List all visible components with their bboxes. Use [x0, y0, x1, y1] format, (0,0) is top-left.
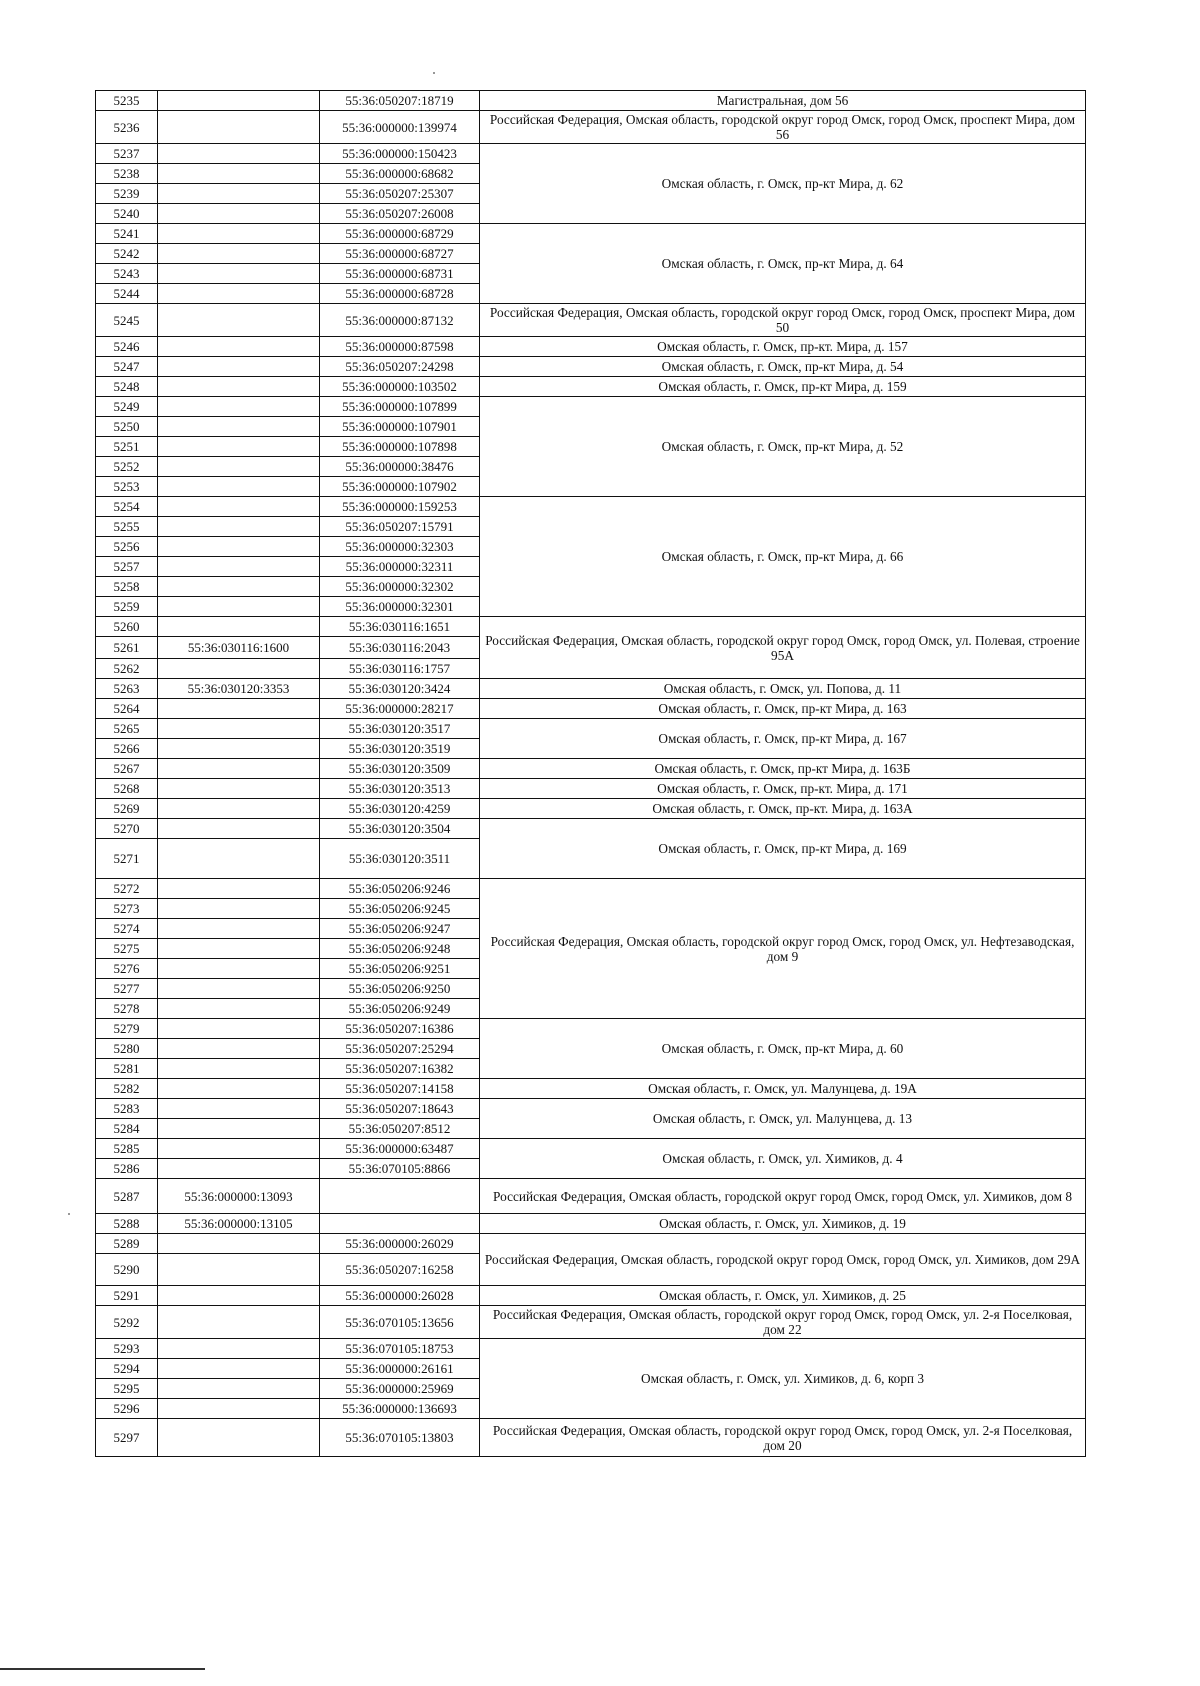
- row-number: 5281: [96, 1059, 158, 1079]
- address-cell: Омская область, г. Омск, ул. Химиков, д. 19: [480, 1214, 1086, 1234]
- land-parcel-number: [158, 397, 320, 417]
- land-parcel-number: [158, 739, 320, 759]
- row-number: 5293: [96, 1339, 158, 1359]
- land-parcel-number: [158, 377, 320, 397]
- cadastral-number: 55:36:000000:139974: [320, 111, 480, 144]
- address-cell: Российская Федерация, Омская область, городской округ город Омск, город Омск, проспект Мира, дом 50: [480, 304, 1086, 337]
- row-number: 5255: [96, 517, 158, 537]
- land-parcel-number: [158, 1039, 320, 1059]
- row-number: 5282: [96, 1079, 158, 1099]
- cadastral-number: 55:36:030120:3517: [320, 719, 480, 739]
- address-cell: Омская область, г. Омск, ул. Малунцева, д. 19А: [480, 1079, 1086, 1099]
- land-parcel-number: [158, 457, 320, 477]
- row-number: 5276: [96, 959, 158, 979]
- table-body: [96, 91, 1086, 1457]
- row-number: 5287: [96, 1179, 158, 1214]
- land-parcel-number: [158, 204, 320, 224]
- cadastral-number: 55:36:070105:18753: [320, 1339, 480, 1359]
- land-parcel-number: [158, 577, 320, 597]
- cadastral-number: 55:36:000000:26161: [320, 1359, 480, 1379]
- land-parcel-number: [158, 1399, 320, 1419]
- land-parcel-number: [158, 557, 320, 577]
- cadastral-number: 55:36:050206:9247: [320, 919, 480, 939]
- row-number: 5297: [96, 1419, 158, 1457]
- land-parcel-number: [158, 164, 320, 184]
- table-row: [96, 679, 1086, 699]
- row-number: 5261: [96, 637, 158, 659]
- cadastral-number: 55:36:030120:3519: [320, 739, 480, 759]
- land-parcel-number: [158, 799, 320, 819]
- land-parcel-number: [158, 759, 320, 779]
- cadastral-number: 55:36:050207:16382: [320, 1059, 480, 1079]
- address-cell: Омская область, г. Омск, пр-кт Мира, д. 52: [480, 397, 1086, 497]
- table-row: [96, 1079, 1086, 1099]
- address-cell: Российская Федерация, Омская область, городской округ город Омск, город Омск, ул. 2-я Поселковая, дом 20: [480, 1419, 1086, 1457]
- cadastral-number: 55:36:000000:68728: [320, 284, 480, 304]
- row-number: 5263: [96, 679, 158, 699]
- address-cell: Омская область, г. Омск, пр-кт Мира, д. 54: [480, 357, 1086, 377]
- cadastral-number: 55:36:050207:16258: [320, 1254, 480, 1286]
- address-cell: Омская область, г. Омск, пр-кт Мира, д. 60: [480, 1019, 1086, 1079]
- row-number: 5270: [96, 819, 158, 839]
- land-parcel-number: [158, 1139, 320, 1159]
- row-number: 5245: [96, 304, 158, 337]
- address-cell: Российская Федерация, Омская область, городской округ город Омск, город Омск, ул. Химиков, дом 29А: [480, 1234, 1086, 1286]
- row-number: 5288: [96, 1214, 158, 1234]
- cadastral-number: 55:36:000000:107898: [320, 437, 480, 457]
- land-parcel-number: [158, 1099, 320, 1119]
- cadastral-number: 55:36:000000:159253: [320, 497, 480, 517]
- row-number: 5264: [96, 699, 158, 719]
- land-parcel-number: [158, 979, 320, 999]
- table-row: [96, 337, 1086, 357]
- cadastral-number: [320, 1179, 480, 1214]
- row-number: 5289: [96, 1234, 158, 1254]
- cadastral-number: 55:36:050206:9251: [320, 959, 480, 979]
- row-number: 5284: [96, 1119, 158, 1139]
- row-number: 5292: [96, 1306, 158, 1339]
- land-parcel-number: [158, 919, 320, 939]
- row-number: 5273: [96, 899, 158, 919]
- cadastral-number: 55:36:050207:26008: [320, 204, 480, 224]
- cadastral-number: 55:36:000000:32311: [320, 557, 480, 577]
- table-row: [96, 879, 1086, 899]
- cadastral-number: 55:36:050207:15791: [320, 517, 480, 537]
- table-row: [96, 357, 1086, 377]
- cadastral-number: 55:36:000000:68682: [320, 164, 480, 184]
- row-number: 5248: [96, 377, 158, 397]
- table-row: [96, 111, 1086, 144]
- row-number: 5235: [96, 91, 158, 111]
- address-cell: Омская область, г. Омск, ул. Химиков, д. 4: [480, 1139, 1086, 1179]
- table-row: [96, 497, 1086, 517]
- land-parcel-number: 55:36:030116:1600: [158, 637, 320, 659]
- address-cell: Омская область, г. Омск, ул. Малунцева, д. 13: [480, 1099, 1086, 1139]
- cadastral-number: 55:36:000000:68731: [320, 264, 480, 284]
- table-row: [96, 699, 1086, 719]
- cadastral-number: 55:36:030116:1651: [320, 617, 480, 637]
- address-cell: Омская область, г. Омск, пр-кт Мира, д. 62: [480, 144, 1086, 224]
- table-row: [96, 1099, 1086, 1119]
- row-number: 5257: [96, 557, 158, 577]
- land-parcel-number: [158, 719, 320, 739]
- address-cell: Омская область, г. Омск, пр-кт. Мира, д. 163А: [480, 799, 1086, 819]
- land-parcel-number: [158, 839, 320, 879]
- row-number: 5271: [96, 839, 158, 879]
- land-parcel-number: [158, 999, 320, 1019]
- land-parcel-number: [158, 337, 320, 357]
- land-parcel-number: [158, 497, 320, 517]
- land-parcel-number: [158, 1059, 320, 1079]
- land-parcel-number: [158, 959, 320, 979]
- address-cell: Омская область, г. Омск, пр-кт. Мира, д. 157: [480, 337, 1086, 357]
- cadastral-number: [320, 1214, 480, 1234]
- cadastral-number: 55:36:050207:25294: [320, 1039, 480, 1059]
- address-cell: Российская Федерация, Омская область, городской округ город Омск, город Омск, ул. Химиков, дом 8: [480, 1179, 1086, 1214]
- cadastral-number: 55:36:000000:68727: [320, 244, 480, 264]
- row-number: 5279: [96, 1019, 158, 1039]
- cadastral-number: 55:36:050206:9249: [320, 999, 480, 1019]
- land-parcel-number: [158, 597, 320, 617]
- land-parcel-number: [158, 1419, 320, 1457]
- row-number: 5267: [96, 759, 158, 779]
- row-number: 5251: [96, 437, 158, 457]
- row-number: 5274: [96, 919, 158, 939]
- address-cell: Магистральная, дом 56: [480, 91, 1086, 111]
- cadastral-number: 55:36:050207:25307: [320, 184, 480, 204]
- land-parcel-number: [158, 357, 320, 377]
- table-row: [96, 1286, 1086, 1306]
- row-number: 5262: [96, 659, 158, 679]
- row-number: 5247: [96, 357, 158, 377]
- land-parcel-number: [158, 477, 320, 497]
- row-number: 5237: [96, 144, 158, 164]
- cadastral-number: 55:36:030120:3504: [320, 819, 480, 839]
- land-parcel-number: [158, 1339, 320, 1359]
- address-cell: Омская область, г. Омск, пр-кт Мира, д. 163Б: [480, 759, 1086, 779]
- address-cell: Российская Федерация, Омская область, городской округ город Омск, город Омск, ул. 2-я Поселковая, дом 22: [480, 1306, 1086, 1339]
- cadastral-number: 55:36:070105:13656: [320, 1306, 480, 1339]
- table-row: [96, 1179, 1086, 1214]
- land-parcel-number: [158, 1079, 320, 1099]
- land-parcel-number: [158, 537, 320, 557]
- row-number: 5283: [96, 1099, 158, 1119]
- table-row: [96, 304, 1086, 337]
- table-row: [96, 1139, 1086, 1159]
- land-parcel-number: [158, 91, 320, 111]
- cadastral-number: 55:36:000000:63487: [320, 1139, 480, 1159]
- land-parcel-number: [158, 1119, 320, 1139]
- cadastral-number: 55:36:000000:107901: [320, 417, 480, 437]
- row-number: 5253: [96, 477, 158, 497]
- cadastral-number: 55:36:050207:16386: [320, 1019, 480, 1039]
- row-number: 5244: [96, 284, 158, 304]
- land-parcel-number: [158, 184, 320, 204]
- row-number: 5294: [96, 1359, 158, 1379]
- land-parcel-number: 55:36:000000:13093: [158, 1179, 320, 1214]
- cadastral-number: 55:36:050207:24298: [320, 357, 480, 377]
- row-number: 5278: [96, 999, 158, 1019]
- land-parcel-number: [158, 779, 320, 799]
- cadastral-number: 55:36:000000:38476: [320, 457, 480, 477]
- address-cell: Омская область, г. Омск, ул. Химиков, д. 25: [480, 1286, 1086, 1306]
- land-parcel-number: [158, 899, 320, 919]
- row-number: 5256: [96, 537, 158, 557]
- land-parcel-number: [158, 224, 320, 244]
- table-row: [96, 779, 1086, 799]
- land-parcel-number: [158, 111, 320, 144]
- cadastral-number: 55:36:030120:4259: [320, 799, 480, 819]
- scan-speck: [433, 72, 435, 74]
- row-number: 5242: [96, 244, 158, 264]
- land-parcel-number: [158, 244, 320, 264]
- cadastral-number: 55:36:030120:3511: [320, 839, 480, 879]
- cadastral-number: 55:36:030120:3424: [320, 679, 480, 699]
- row-number: 5280: [96, 1039, 158, 1059]
- table-row: [96, 397, 1086, 417]
- cadastral-number: 55:36:050207:18643: [320, 1099, 480, 1119]
- cadastral-number: 55:36:050206:9248: [320, 939, 480, 959]
- cadastral-number: 55:36:000000:150423: [320, 144, 480, 164]
- land-parcel-number: [158, 1159, 320, 1179]
- cadastral-number: 55:36:000000:32303: [320, 537, 480, 557]
- land-parcel-number: [158, 144, 320, 164]
- table-row: [96, 819, 1086, 839]
- table-row: [96, 799, 1086, 819]
- cadastral-number: 55:36:000000:87598: [320, 337, 480, 357]
- row-number: 5286: [96, 1159, 158, 1179]
- row-number: 5296: [96, 1399, 158, 1419]
- address-cell: Омская область, г. Омск, пр-кт Мира, д. 159: [480, 377, 1086, 397]
- land-parcel-number: [158, 284, 320, 304]
- address-cell: Омская область, г. Омск, пр-кт Мира, д. 64: [480, 224, 1086, 304]
- table-row: [96, 224, 1086, 244]
- land-parcel-number: [158, 417, 320, 437]
- row-number: 5295: [96, 1379, 158, 1399]
- address-cell: Омская область, г. Омск, пр-кт Мира, д. 163: [480, 699, 1086, 719]
- cadastral-number: 55:36:000000:25969: [320, 1379, 480, 1399]
- cadastral-number: 55:36:000000:26029: [320, 1234, 480, 1254]
- land-parcel-number: [158, 517, 320, 537]
- table-row: [96, 719, 1086, 739]
- cadastral-number: 55:36:070105:8866: [320, 1159, 480, 1179]
- row-number: 5272: [96, 879, 158, 899]
- cadastral-number: 55:36:030120:3509: [320, 759, 480, 779]
- cadastral-number: 55:36:030116:1757: [320, 659, 480, 679]
- row-number: 5238: [96, 164, 158, 184]
- cadastral-number: 55:36:030116:2043: [320, 637, 480, 659]
- row-number: 5275: [96, 939, 158, 959]
- cadastral-number: 55:36:070105:13803: [320, 1419, 480, 1457]
- land-parcel-number: [158, 1019, 320, 1039]
- row-number: 5249: [96, 397, 158, 417]
- cadastral-number: 55:36:000000:107899: [320, 397, 480, 417]
- land-parcel-number: 55:36:030120:3353: [158, 679, 320, 699]
- row-number: 5265: [96, 719, 158, 739]
- land-parcel-number: [158, 437, 320, 457]
- land-parcel-number: 55:36:000000:13105: [158, 1214, 320, 1234]
- cadastral-number: 55:36:000000:107902: [320, 477, 480, 497]
- cadastral-number: 55:36:000000:26028: [320, 1286, 480, 1306]
- land-parcel-number: [158, 1286, 320, 1306]
- row-number: 5254: [96, 497, 158, 517]
- cadastral-number: 55:36:000000:87132: [320, 304, 480, 337]
- address-cell: Российская Федерация, Омская область, городской округ город Омск, город Омск, ул. Полевая, строение 95А: [480, 617, 1086, 679]
- table-row: [96, 1419, 1086, 1457]
- address-cell: Омская область, г. Омск, пр-кт Мира, д. 167: [480, 719, 1086, 759]
- row-number: 5241: [96, 224, 158, 244]
- cadastral-number: 55:36:000000:136693: [320, 1399, 480, 1419]
- cadastral-number: 55:36:000000:68729: [320, 224, 480, 244]
- scan-edge-line: [0, 1668, 205, 1670]
- cadastral-number: 55:36:050206:9246: [320, 879, 480, 899]
- land-parcel-number: [158, 304, 320, 337]
- land-parcel-number: [158, 1359, 320, 1379]
- cadastral-number: 55:36:050206:9250: [320, 979, 480, 999]
- table-row: [96, 1234, 1086, 1254]
- row-number: 5250: [96, 417, 158, 437]
- cadastral-number: 55:36:000000:103502: [320, 377, 480, 397]
- land-parcel-number: [158, 264, 320, 284]
- cadastral-number: 55:36:000000:32301: [320, 597, 480, 617]
- cadastral-number: 55:36:000000:32302: [320, 577, 480, 597]
- table-row: [96, 1306, 1086, 1339]
- land-parcel-number: [158, 939, 320, 959]
- row-number: 5268: [96, 779, 158, 799]
- address-cell: Омская область, г. Омск, пр-кт. Мира, д. 171: [480, 779, 1086, 799]
- land-parcel-number: [158, 1306, 320, 1339]
- address-cell: Омская область, г. Омск, ул. Химиков, д. 6, корп 3: [480, 1339, 1086, 1419]
- address-cell: Омская область, г. Омск, пр-кт Мира, д. 66: [480, 497, 1086, 617]
- row-number: 5246: [96, 337, 158, 357]
- row-number: 5266: [96, 739, 158, 759]
- land-parcel-number: [158, 1254, 320, 1286]
- table-row: [96, 1339, 1086, 1359]
- table-row: [96, 759, 1086, 779]
- row-number: 5260: [96, 617, 158, 637]
- table-row: [96, 91, 1086, 111]
- scan-speck: [68, 1213, 70, 1215]
- land-parcel-number: [158, 659, 320, 679]
- table-row: [96, 144, 1086, 164]
- cadastral-number: 55:36:050207:14158: [320, 1079, 480, 1099]
- cadastral-number: 55:36:050206:9245: [320, 899, 480, 919]
- table-row: [96, 617, 1086, 637]
- cadastral-number: 55:36:000000:28217: [320, 699, 480, 719]
- address-cell: Российская Федерация, Омская область, городской округ город Омск, город Омск, проспект Мира, дом 56: [480, 111, 1086, 144]
- land-parcel-number: [158, 819, 320, 839]
- row-number: 5269: [96, 799, 158, 819]
- row-number: 5290: [96, 1254, 158, 1286]
- land-parcel-number: [158, 879, 320, 899]
- row-number: 5239: [96, 184, 158, 204]
- table-row: [96, 1019, 1086, 1039]
- address-cell: Российская Федерация, Омская область, городской округ город Омск, город Омск, ул. Нефтезаводская, дом 9: [480, 879, 1086, 1019]
- address-cell: Омская область, г. Омск, пр-кт Мира, д. 169: [480, 819, 1086, 879]
- address-cell: Омская область, г. Омск, ул. Попова, д. 11: [480, 679, 1086, 699]
- row-number: 5236: [96, 111, 158, 144]
- table-row: [96, 377, 1086, 397]
- land-parcel-number: [158, 1379, 320, 1399]
- row-number: 5240: [96, 204, 158, 224]
- row-number: 5277: [96, 979, 158, 999]
- row-number: 5259: [96, 597, 158, 617]
- table-row: [96, 1214, 1086, 1234]
- row-number: 5291: [96, 1286, 158, 1306]
- row-number: 5258: [96, 577, 158, 597]
- document-table: [95, 90, 1085, 1457]
- cadastral-number: 55:36:030120:3513: [320, 779, 480, 799]
- row-number: 5252: [96, 457, 158, 477]
- row-number: 5285: [96, 1139, 158, 1159]
- cadastral-number: 55:36:050207:8512: [320, 1119, 480, 1139]
- land-parcel-number: [158, 617, 320, 637]
- cadastral-number: 55:36:050207:18719: [320, 91, 480, 111]
- row-number: 5243: [96, 264, 158, 284]
- land-parcel-number: [158, 1234, 320, 1254]
- land-parcel-number: [158, 699, 320, 719]
